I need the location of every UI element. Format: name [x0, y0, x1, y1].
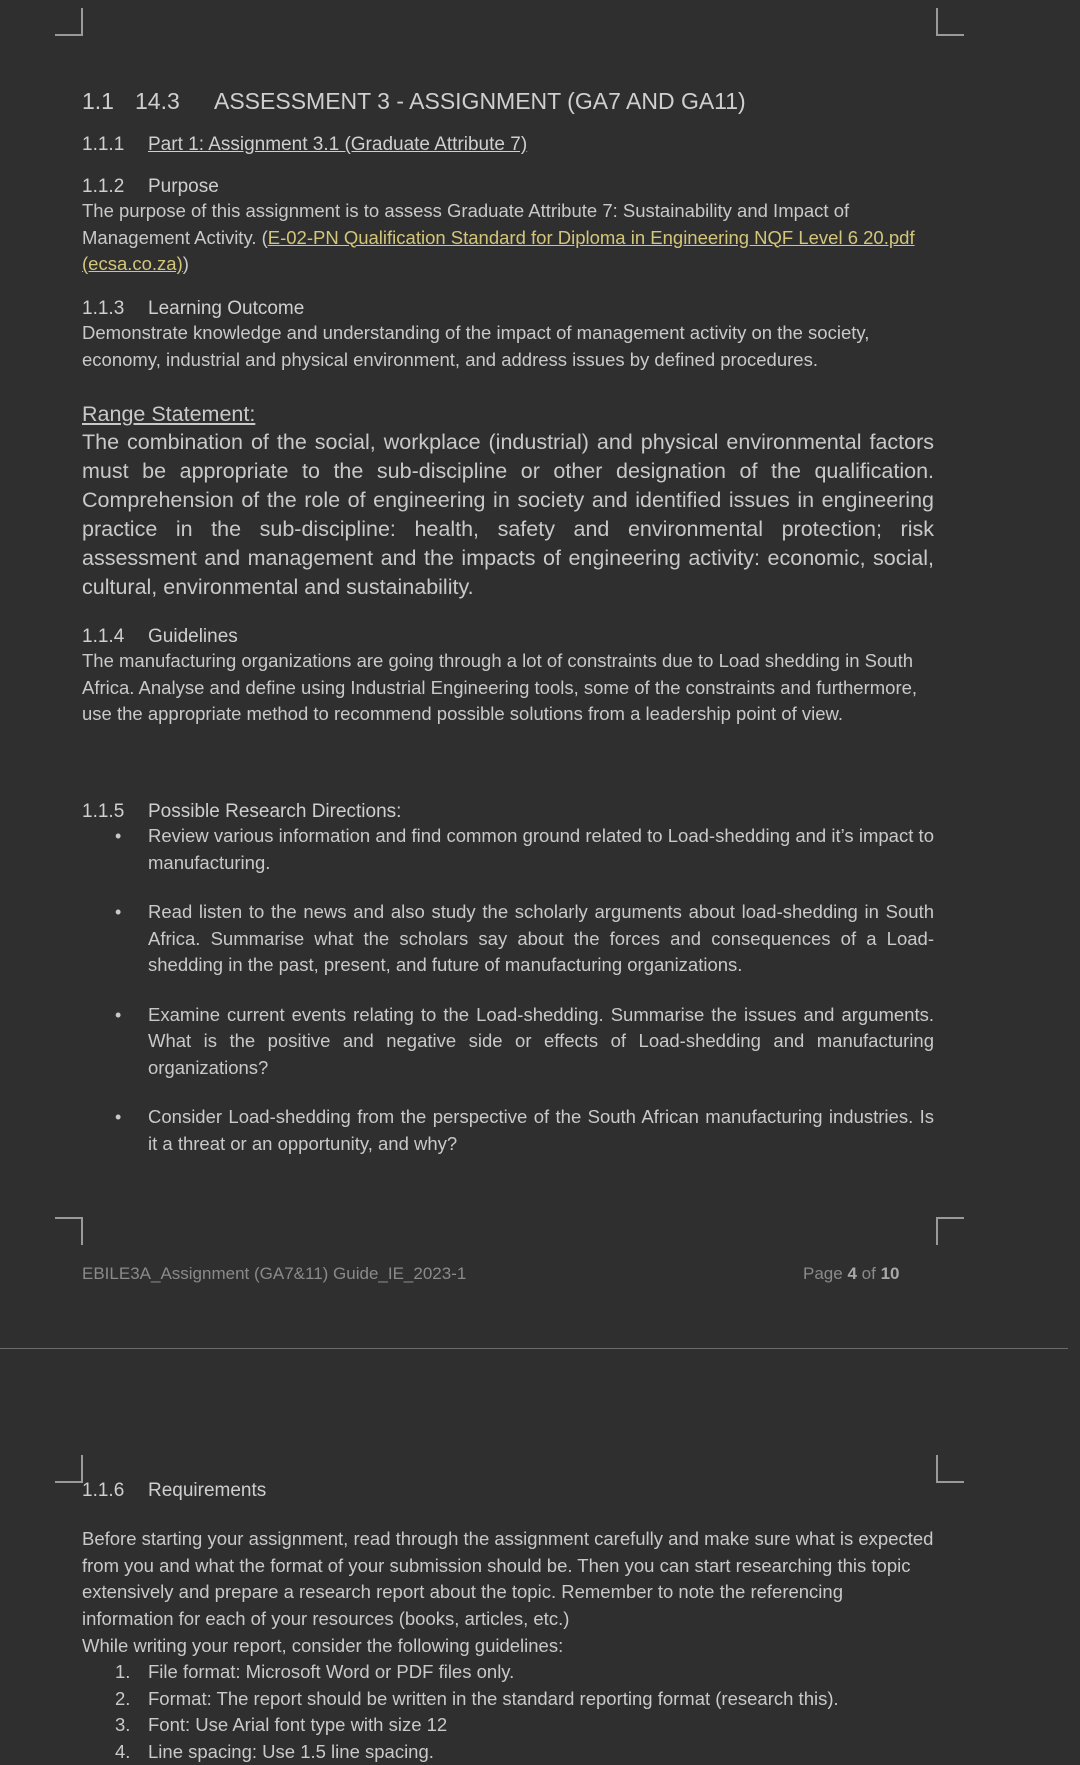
- section-title: Learning Outcome: [148, 298, 304, 319]
- section-number: 1.1.4: [82, 626, 148, 648]
- section-title: Requirements: [148, 1480, 266, 1501]
- of-word: of: [862, 1264, 876, 1283]
- current-page-number: 4: [847, 1264, 856, 1283]
- page-corner-mark-top-left: [55, 1455, 83, 1483]
- section-number: 1.1.3: [82, 298, 148, 320]
- bullet-glyph: •: [115, 823, 121, 850]
- section-heading-1-1-6: [82, 1480, 266, 1502]
- list-item: [82, 899, 934, 979]
- list-item-text: File format: Microsoft Word or PDF files only.: [148, 1661, 514, 1682]
- section-heading-1-1-3: [82, 298, 304, 320]
- section-number: 1.1.6: [82, 1480, 148, 1502]
- purpose-text-close: ): [183, 253, 189, 274]
- list-item: [82, 1686, 942, 1713]
- list-number: 2.: [115, 1686, 130, 1713]
- page-word: Page: [803, 1264, 843, 1283]
- list-number: 1.: [115, 1659, 130, 1686]
- document-page-5: [0, 1350, 1080, 1762]
- section-title: Part 1: Assignment 3.1 (Graduate Attribute 7): [148, 134, 527, 155]
- page-footer-page-number: [803, 1264, 899, 1284]
- requirements-lead: While writing your report, consider the following guidelines:: [82, 1633, 937, 1660]
- section-title: Purpose: [148, 176, 219, 197]
- bullet-glyph: •: [115, 899, 121, 926]
- list-item-text: Consider Load-shedding from the perspective of the South African manufacturing industries. Is it a threat or an opportunity, and why?: [148, 1106, 934, 1154]
- page-corner-mark-bottom-left: [55, 1217, 83, 1245]
- list-item-text: Format: The report should be written in the standard reporting format (research this).: [148, 1688, 839, 1709]
- bullet-glyph: •: [115, 1104, 121, 1131]
- section-heading-1-1-4: [82, 626, 238, 648]
- list-item-text: Examine current events relating to the Load-shedding. Summarise the issues and arguments. What is the positive and negative side or effects of Load-shedding and manufacturing organizations?: [148, 1004, 934, 1078]
- guidelines-paragraph: The manufacturing organizations are going through a lot of constraints due to Load shedding in South Africa. Analyse and define using Industrial Engineering tools, some of the constraints and furthermore, use the appropriate method to recommend possible solutions from a leadership point of view.: [82, 648, 937, 728]
- page-separator: [0, 1348, 1068, 1349]
- list-item-text: Read listen to the news and also study the scholarly arguments about load-shedding in South Africa. Summarise what the scholars say about the forces and consequences of a Load-shedding in the past, present, and future of manufacturing organizations.: [148, 901, 934, 975]
- page-corner-mark-top-right: [936, 1455, 964, 1483]
- list-number: 3.: [115, 1712, 130, 1739]
- section-number: 1.1.5: [82, 801, 148, 823]
- heading-number: 1.1: [82, 88, 135, 115]
- page-footer-doc-name: EBILE3A_Assignment (GA7&11) Guide_IE_2023-1: [82, 1264, 466, 1284]
- list-item: [82, 1659, 942, 1686]
- section-heading-1-1: [82, 88, 746, 115]
- section-title: Guidelines: [148, 626, 238, 647]
- section-number: 1.1.1: [82, 134, 148, 156]
- purpose-text: The purpose of this assignment is to assess Graduate Attribute 7: Sustainability and Impact of Management Activity. (: [82, 200, 849, 248]
- section-heading-1-1-5: [82, 801, 401, 823]
- requirements-list: [82, 1659, 942, 1765]
- learning-outcome-paragraph: Demonstrate knowledge and understanding of the impact of management activity on the society, economy, industrial and physical environment, and address issues by defined procedures.: [82, 320, 882, 373]
- requirements-paragraph: Before starting your assignment, read through the assignment carefully and make sure what is expected from you and what the format of your submission should be. Then you can start researching this topic extensively and prepare a research report about the topic. Remember to note the referencing information for each of your resources (books, articles, etc.): [82, 1526, 937, 1632]
- heading-subnumber: 14.3: [135, 88, 214, 115]
- list-item-text: Line spacing: Use 1.5 line spacing.: [148, 1741, 434, 1762]
- list-item: [82, 1739, 942, 1765]
- list-item: [82, 1712, 942, 1739]
- ecsa-standard-link[interactable]: E-02-PN Qualification Standard for Diploma in Engineering NQF Level 6 20.pdf (ecsa.co.za): [82, 227, 915, 275]
- list-item: [82, 1104, 934, 1157]
- page-corner-mark-top-left: [55, 8, 83, 36]
- list-item: [82, 1002, 934, 1082]
- section-title: Possible Research Directions:: [148, 801, 401, 822]
- list-item-text: Font: Use Arial font type with size 12: [148, 1714, 447, 1735]
- section-number: 1.1.2: [82, 176, 148, 198]
- list-item: [82, 823, 934, 876]
- research-directions-list: [82, 823, 934, 1157]
- range-statement-paragraph: The combination of the social, workplace (industrial) and physical environmental factors must be appropriate to the sub-discipline or other designation of the qualification. Comprehension of the role of engineering in society and identified issues in engineering practice in the sub-discipline: health, safety and environmental protection; risk assessment and management and the impacts of engineering activity: economic, social, cultural, environmental and sustainability.: [82, 428, 934, 602]
- heading-title: ASSESSMENT 3 - ASSIGNMENT (GA7 AND GA11): [214, 88, 746, 114]
- bullet-glyph: •: [115, 1002, 121, 1029]
- page-corner-mark-bottom-right: [936, 1217, 964, 1245]
- section-heading-1-1-2: [82, 176, 219, 198]
- range-statement-label: Range Statement:: [82, 400, 255, 428]
- page-corner-mark-top-right: [936, 8, 964, 36]
- list-number: 4.: [115, 1739, 130, 1765]
- purpose-paragraph: [82, 198, 937, 278]
- section-heading-1-1-1: [82, 134, 527, 156]
- list-item-text: Review various information and find common ground related to Load-shedding and it’s impact to manufacturing.: [148, 825, 934, 873]
- total-pages: 10: [881, 1264, 900, 1283]
